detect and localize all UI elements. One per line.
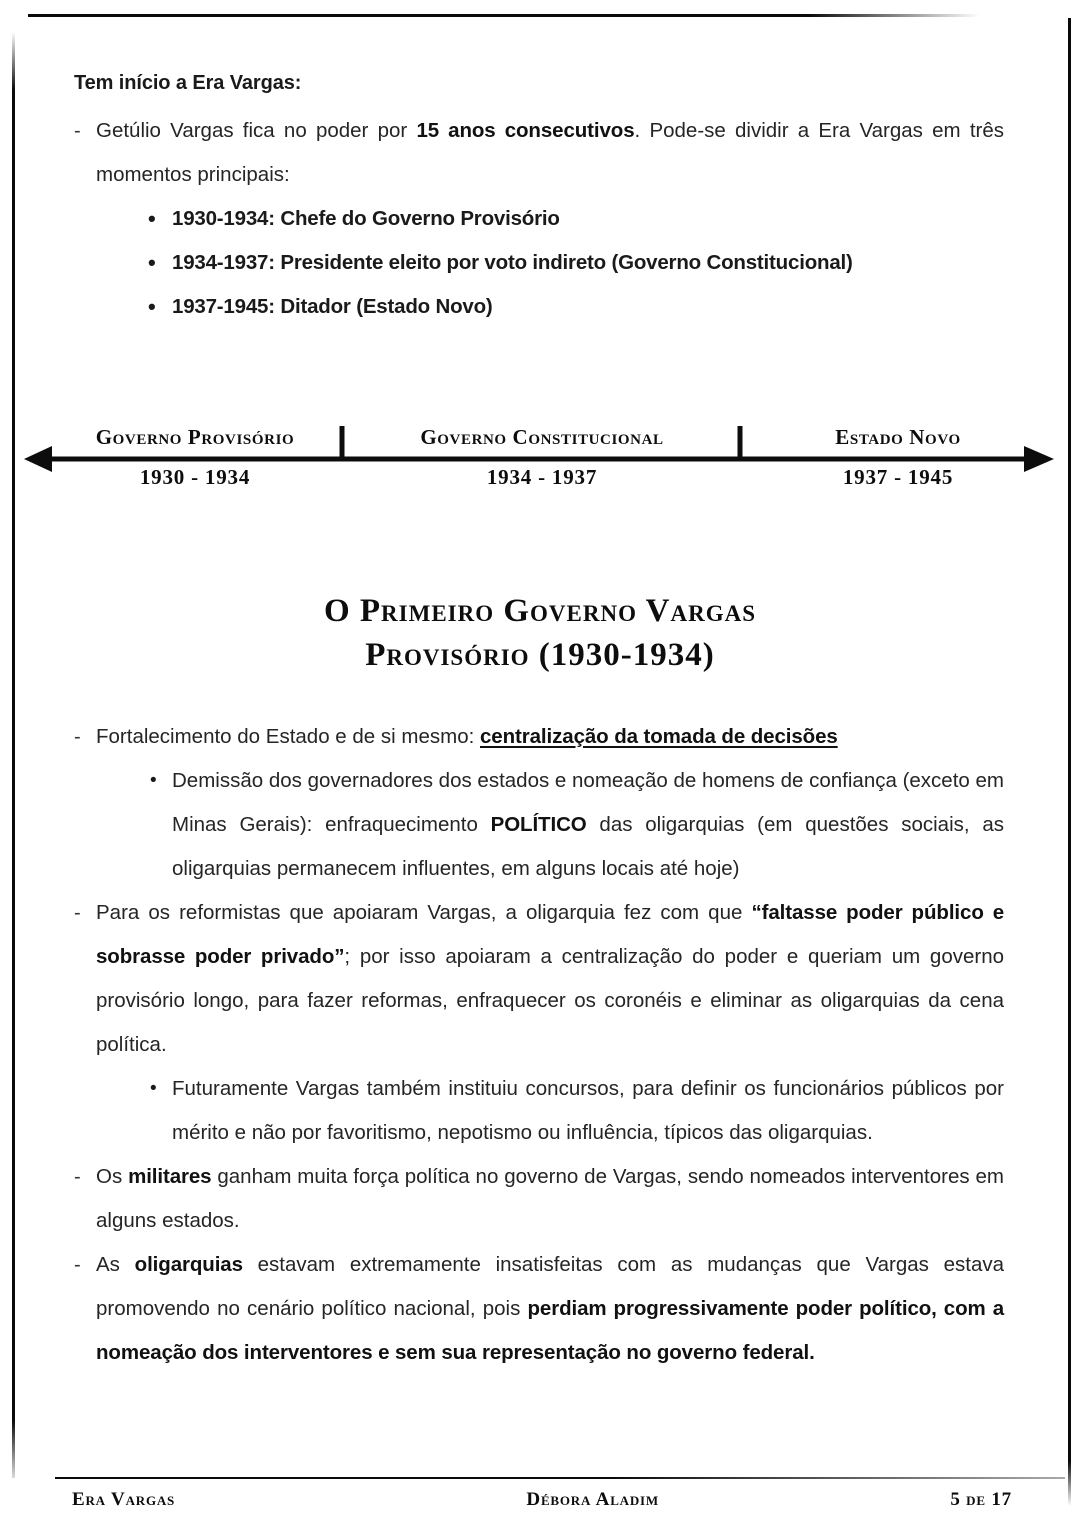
intro-text-2: . Pode-se dividir a Era Vargas em três momentos principais: [96, 119, 1004, 186]
timeline-label-3: Estado Novo [835, 425, 961, 449]
timeline-years-1: 1930 - 1934 [139, 465, 251, 489]
oligarquias-bold-1: oligarquias [134, 1253, 243, 1276]
demissao-text-2: das oligarquias (em questões sociais, as oligarquias permanecem influentes, em alguns locais até hoje) [172, 813, 1004, 880]
timeline-years-3: 1937 - 1945 [842, 465, 954, 489]
body-item-reformistas [74, 891, 1004, 1067]
concursos-text: Futuramente Vargas também instituiu concursos, para definir os funcionários públicos por mérito e não por favoritismo, nepotismo ou influência, típicos das oligarquias. [172, 1077, 1004, 1144]
oligarquias-bold-2: perdiam progressivamente poder político, com a nomeação dos interventores e sem sua representação no governo federal. [96, 1297, 1004, 1364]
body-subitem-demissao [148, 759, 1004, 891]
lead-heading: Tem início a Era Vargas: [74, 72, 302, 94]
period-item-1: • 1930-1934: Chefe do Governo Provisório [148, 197, 1080, 241]
timeline-label-2: Governo Constitucional [420, 425, 664, 449]
oligarquias-text-2: estavam extremamente insatisfeitas com as mudanças que Vargas estava promovendo no cenário político nacional, pois [96, 1253, 1004, 1320]
reformistas-text-1: Para os reformistas que apoiaram Vargas, a oligarquia fez com que [96, 901, 752, 924]
page-footer [72, 1489, 1012, 1511]
intro-bold-years: 15 anos consecutivos [416, 119, 635, 142]
demissao-text-1: Demissão dos governadores dos estados e nomeação de homens de confiança (exceto em Minas Gerais): enfraquecimento [172, 769, 1004, 836]
section-title [0, 589, 1080, 677]
oligarquias-text-1: As [96, 1253, 135, 1276]
period-item-2: • 1934-1937: Presidente eleito por voto indireto (Governo Constitucional) [148, 241, 1080, 285]
footer-divider [55, 1477, 1065, 1479]
body-item-fortalecimento [74, 715, 1004, 759]
section-title-line-1: O Primeiro Governo Vargas [323, 593, 756, 629]
reformistas-text-2: ; por isso apoiaram a centralização do poder e queriam um governo provisório longo, para fazer reformas, enfraquecer os coronéis e eliminar as oligarquias da cena política. [96, 945, 1004, 1056]
timeline-axis-graphic [0, 407, 1080, 511]
militares-bold: militares [128, 1165, 212, 1188]
body-section [0, 715, 1080, 1375]
footer-author: Débora Aladim [526, 1489, 659, 1510]
militares-text-2: ganham muita força política no governo de Vargas, sendo nomeados interventores em alguns estados. [96, 1165, 1004, 1232]
intro-text-1: Getúlio Vargas fica no poder por [96, 119, 417, 142]
footer-document-title: Era Vargas [72, 1489, 176, 1510]
body-item-militares [74, 1155, 1004, 1243]
timeline-years-2: 1934 - 1937 [486, 465, 598, 489]
timeline-label-1: Governo Provisório [95, 425, 295, 449]
militares-text-1: Os [96, 1165, 129, 1188]
body-item-oligarquias [74, 1243, 1004, 1375]
intro-dash-item [74, 109, 1004, 197]
intro-section [0, 72, 1080, 329]
body-subitem-concursos [148, 1067, 1004, 1155]
section-title-line-2: Provisório (1930-1934) [365, 637, 715, 673]
fortalecimento-text: Fortalecimento do Estado e de si mesmo: [96, 725, 480, 748]
fortalecimento-emphasis: centralização da tomada de decisões [480, 725, 838, 748]
period-item-3: • 1937-1945: Ditador (Estado Novo) [148, 285, 1080, 329]
reformistas-quote: “faltasse poder público e sobrasse poder privado” [96, 901, 1005, 968]
footer-page-number: 5 de 17 [950, 1489, 1012, 1510]
demissao-bold-politico: POLÍTICO [490, 813, 587, 836]
era-vargas-timeline [0, 407, 1080, 511]
